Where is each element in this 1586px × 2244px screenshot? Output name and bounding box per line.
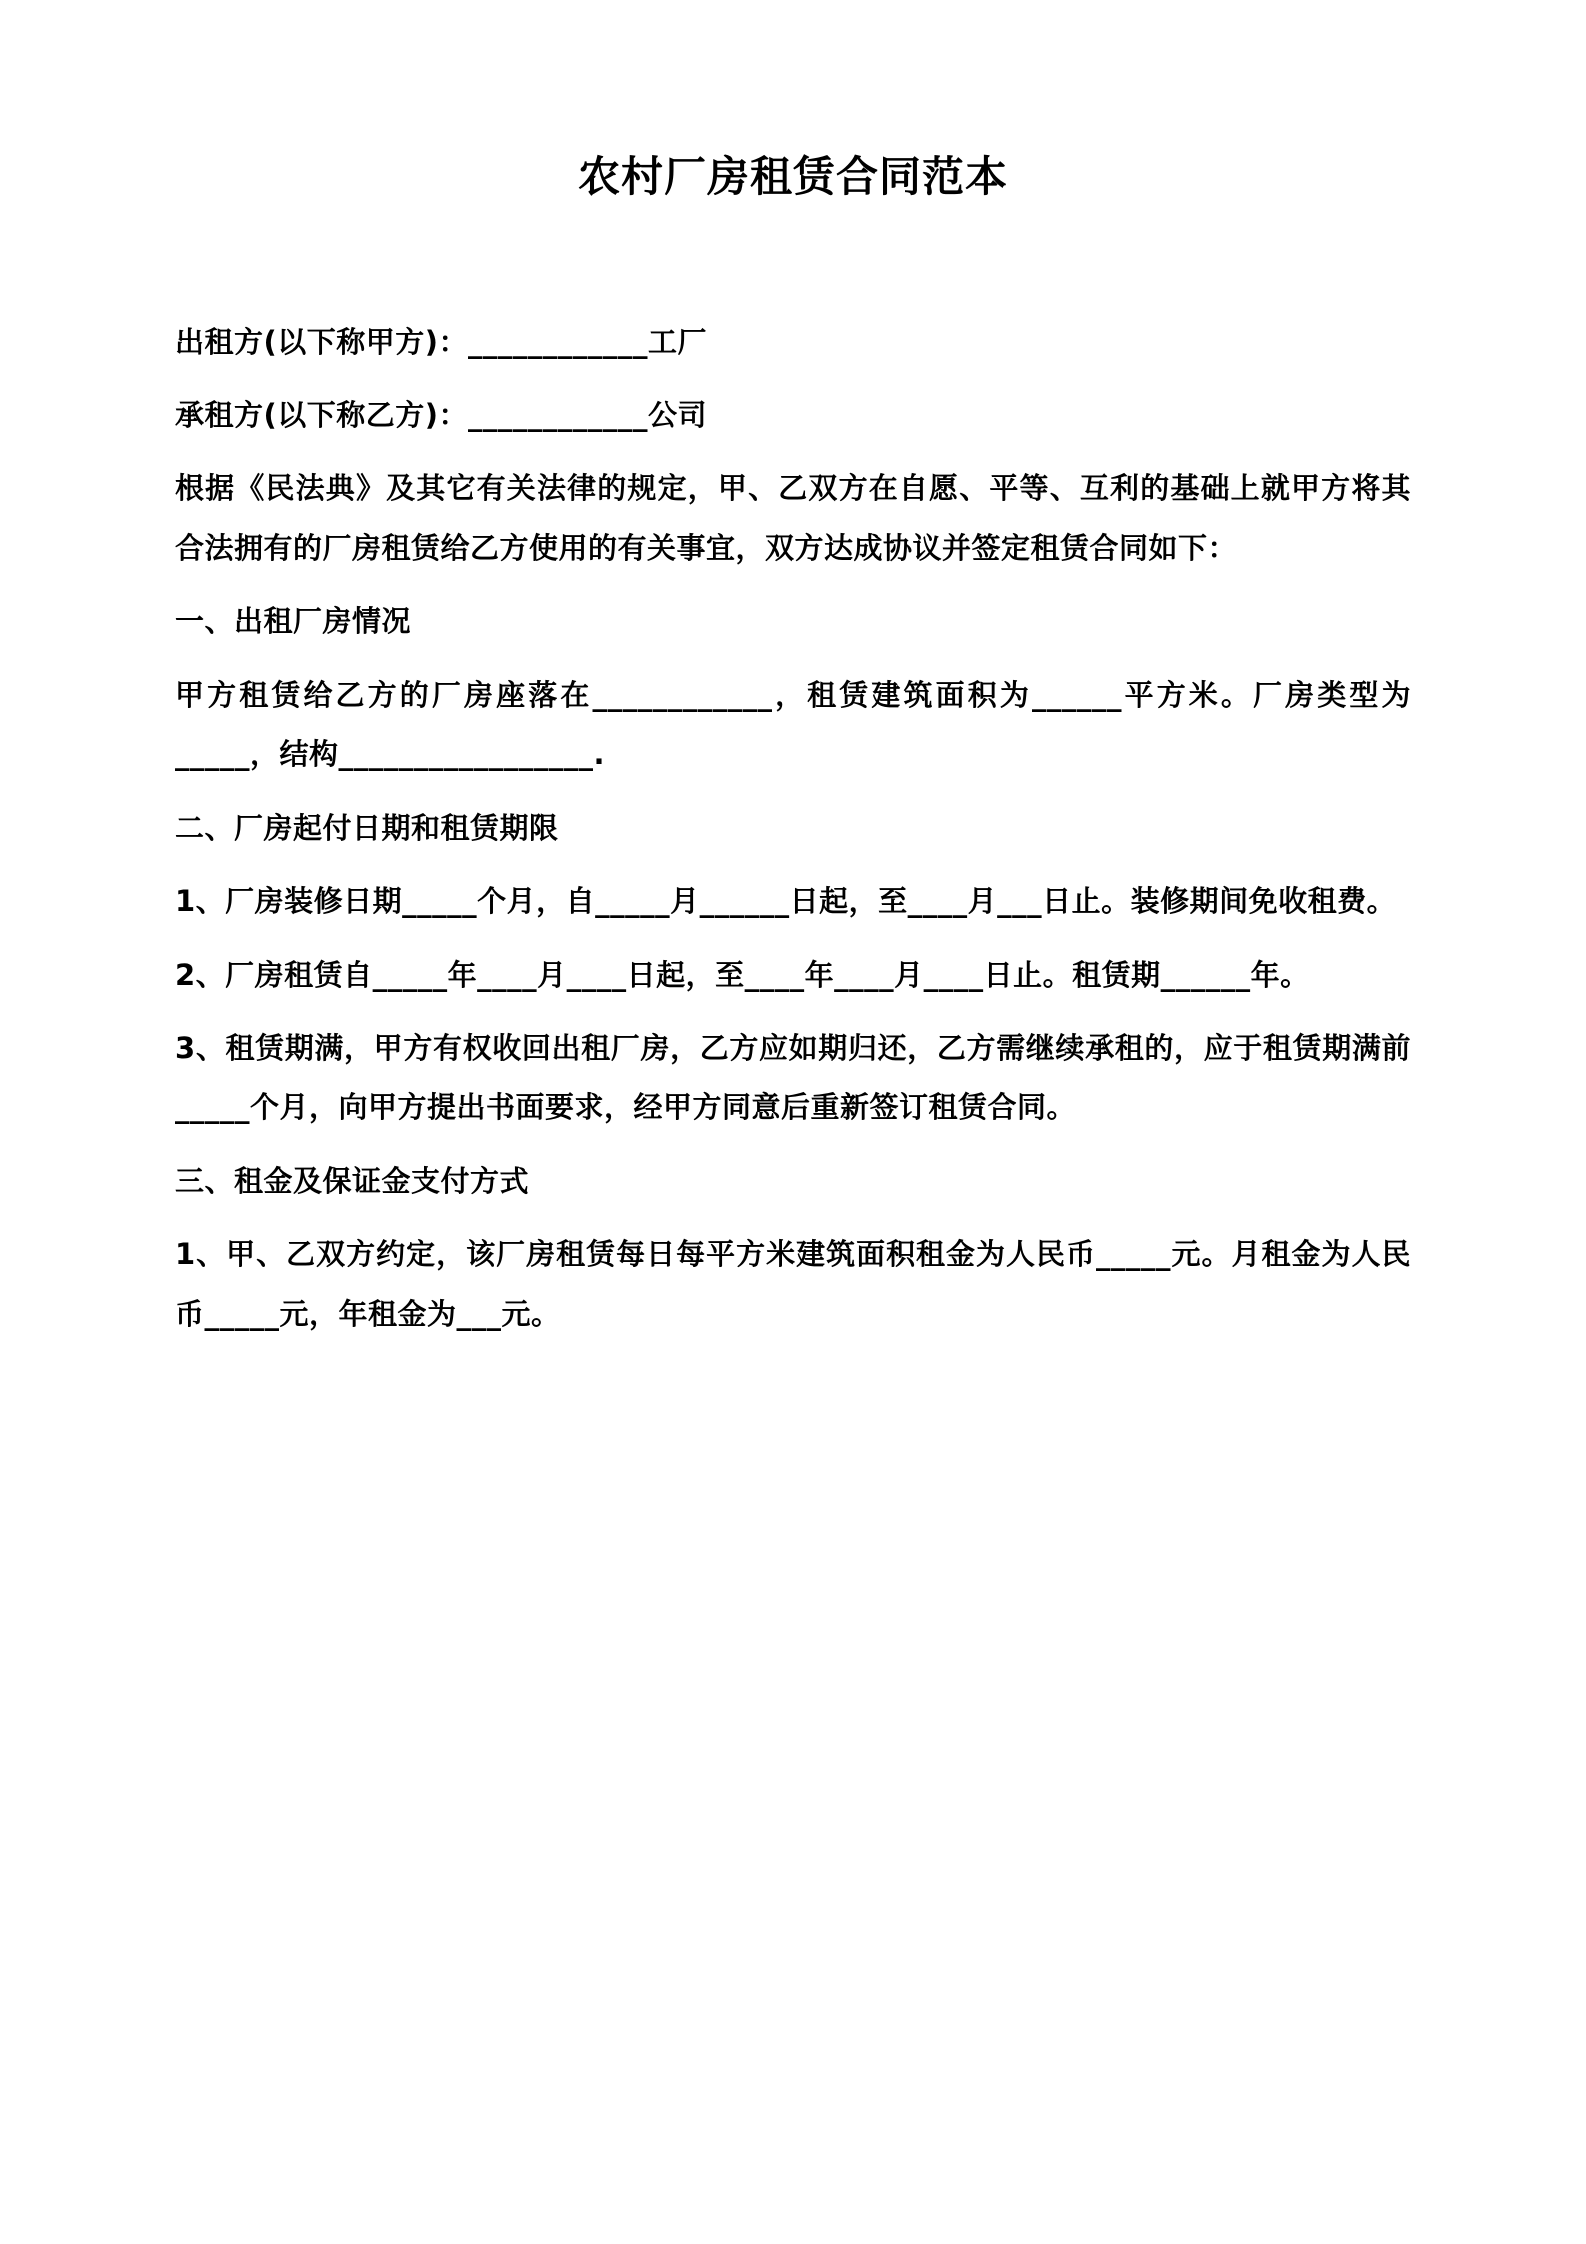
paragraph-clause-3-1: 1、甲、乙双方约定，该厂房租赁每日每平方米建筑面积租金为人民币_____元。月租金为人民币_____元，年租金为___元。 [175,1237,1411,1331]
paragraph-clause-2-3: 3、租赁期满，甲方有权收回出租厂房，乙方应如期归还，乙方需继续承租的，应于租赁期满前_____个月，向甲方提出书面要求，经甲方同意后重新签订租赁合同。 [175,1030,1411,1125]
paragraph-lessor: 出租方(以下称甲方)：____________工厂 [175,324,708,359]
paragraph-clause-1-1: 甲方租赁给乙方的厂房座落在____________，租赁建筑面积为______平方米。厂房类型为_____，结构_________________. [175,677,1411,772]
section-heading-2: 二、厂房起付日期和租赁期限 [175,810,559,845]
paragraph-preamble: 根据《民法典》及其它有关法律的规定，甲、乙双方在自愿、平等、互利的基础上就甲方将其合法拥有的厂房租赁给乙方使用的有关事宜，双方达成协议并签定租赁合同如下： [175,471,1411,565]
section-heading-3: 三、租金及保证金支付方式 [175,1163,530,1198]
paragraph-lessee: 承租方(以下称乙方)：____________公司 [175,398,708,433]
section-heading-1: 一、出租厂房情况 [175,604,412,639]
page-title: 农村厂房租赁合同范本 [577,152,1008,201]
paragraph-clause-2-2: 2、厂房租赁自_____年____月____日起，至____年____月____日止。租赁期______年。 [175,957,1310,992]
paragraph-clause-2-1: 1、厂房装修日期_____个月，自_____月______日起，至____月___日止。装修期间免收租费。 [175,884,1397,919]
